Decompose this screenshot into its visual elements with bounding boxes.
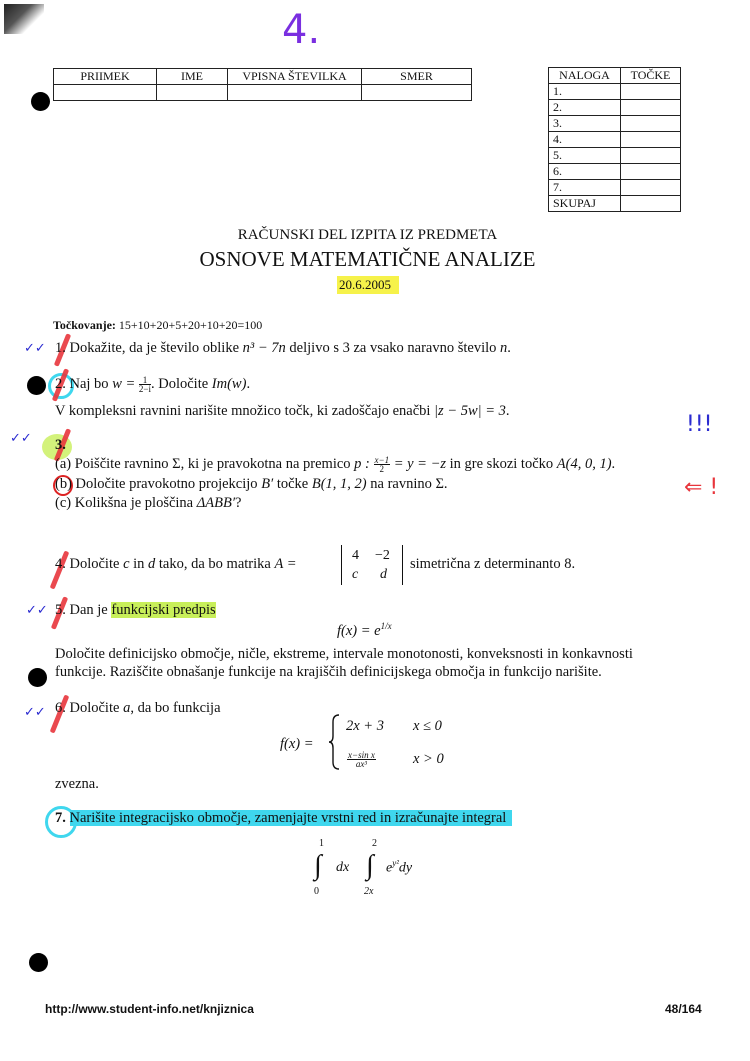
question-6-end: zvezna. — [55, 776, 99, 792]
header-naloga: NALOGA — [549, 68, 621, 84]
math: n — [500, 340, 508, 356]
question-number: 6. — [55, 700, 66, 716]
q-text: , da bo funkcija — [130, 700, 221, 716]
punch-hole — [27, 376, 46, 395]
math: e — [386, 860, 393, 876]
q-text: . — [507, 340, 511, 356]
score-cell[interactable] — [621, 180, 681, 196]
integrand — [386, 859, 412, 877]
formula-5 — [337, 622, 392, 640]
footer-url[interactable]: http://www.student-info.net/knjiznica — [45, 1002, 254, 1016]
footer-page: 48/164 — [665, 1002, 702, 1016]
ime-field[interactable] — [157, 85, 228, 101]
score-cell[interactable] — [621, 196, 681, 212]
header-priimek: PRIIMEK — [54, 69, 157, 85]
punch-hole — [29, 953, 48, 972]
handwritten-number: 4. — [282, 7, 321, 53]
check-mark-icon: ✓✓ — [24, 341, 46, 356]
punch-hole — [31, 92, 50, 111]
math: A = — [274, 556, 297, 572]
question-3-number: 3. — [55, 437, 66, 453]
row-label: 4. — [549, 132, 621, 148]
matrix-entry: −2 — [375, 548, 390, 563]
score-cell[interactable] — [621, 132, 681, 148]
question-5 — [55, 602, 216, 619]
question-7 — [55, 810, 512, 827]
header-smer: SMER — [362, 69, 472, 85]
check-mark-icon: ✓✓ — [26, 603, 48, 618]
math: d — [148, 556, 156, 572]
scan-corner-mark — [4, 4, 44, 34]
q-text: ? — [235, 495, 242, 511]
q-text: Dokažite, da je število oblike — [69, 340, 243, 356]
fraction — [374, 456, 391, 473]
punch-hole — [28, 668, 47, 687]
numerator: x−1 — [374, 455, 390, 466]
integral-sign: ∫ — [366, 850, 374, 881]
denominator: ax³ — [355, 759, 368, 769]
q-text: . Določite — [150, 376, 212, 392]
header-tocke: TOČKE — [621, 68, 681, 84]
question-6 — [55, 700, 221, 717]
q-text: Določite pravokotno projekcijo — [75, 476, 262, 492]
q-text: Dan je — [69, 602, 112, 618]
check-mark-icon: ✓✓ — [24, 705, 46, 720]
math: = y = −z — [393, 456, 447, 472]
integral — [310, 838, 450, 900]
math: |z − 5w| = 3 — [434, 403, 506, 419]
question-number: 1. — [55, 340, 66, 356]
header-vpisna: VPISNA ŠTEVILKA — [228, 69, 362, 85]
integral-sign: ∫ — [314, 850, 322, 881]
question-5-para1: Določite definicijsko območje, ničle, ekstreme, intervale monotonosti, konveksnosti in konkavnosti — [55, 646, 633, 662]
matrix — [341, 545, 403, 585]
math: dx — [336, 860, 350, 875]
question-1 — [55, 340, 511, 357]
q-text: . — [246, 376, 251, 392]
title-line2: OSNOVE MATEMATIČNE ANALIZE — [199, 247, 536, 271]
item-label: (a) — [55, 456, 72, 472]
math: c — [123, 556, 130, 572]
denominator: 2−i — [138, 384, 151, 395]
q-text: na ravnino Σ. — [366, 476, 448, 492]
question-5-para2: funkcije. Raziščite obnašanje funkcije na krajiščih definicijskega območja in funkcijo narišite. — [55, 664, 602, 680]
limit: 2 — [372, 838, 377, 849]
math: B(1, 1, 2) — [311, 476, 367, 492]
question-4-end: simetrična z determinanto 8. — [410, 556, 576, 572]
matrix-entry: c — [352, 567, 359, 582]
case2-cond: x > 0 — [413, 751, 444, 767]
highlighted-text: funkcijski predpis — [111, 602, 216, 618]
question-4 — [55, 556, 296, 573]
row-label: 6. — [549, 164, 621, 180]
row-label: 3. — [549, 116, 621, 132]
matrix-entry: d — [380, 567, 387, 582]
score-table — [548, 67, 681, 212]
case1-expr: 2x + 3 — [346, 718, 384, 734]
q-text: Določite — [69, 556, 124, 572]
row-label: SKUPAJ — [549, 196, 621, 212]
exclaim-annotation: !!! — [686, 412, 713, 437]
fraction — [139, 376, 151, 393]
q-text: . — [611, 456, 616, 472]
question-2-line2 — [55, 403, 510, 420]
limit: 1 — [319, 838, 324, 849]
matrix-entry: 4 — [352, 548, 359, 563]
item-label: (c) — [55, 495, 72, 511]
row-label: 7. — [549, 180, 621, 196]
exam-date: 20.6.2005 — [337, 276, 399, 294]
q-text: Poiščite ravnino Σ, ki je pravokotna na premico — [74, 456, 355, 472]
limit: 2x — [364, 886, 374, 897]
math: ΔABB′ — [196, 495, 236, 511]
math: Im(w) — [211, 376, 247, 392]
score-cell[interactable] — [621, 148, 681, 164]
student-info-table — [53, 68, 472, 101]
math: dy — [398, 860, 413, 876]
row-label: 5. — [549, 148, 621, 164]
case2-fraction — [347, 751, 376, 768]
scoring — [53, 318, 262, 333]
question-3c — [55, 495, 241, 512]
q-text: točke — [273, 476, 312, 492]
title-line1: RAČUNSKI DEL IZPITA IZ PREDMETA — [237, 227, 498, 243]
math: a — [123, 700, 131, 716]
case1-cond: x ≤ 0 — [413, 718, 442, 734]
item-label: (b) — [55, 476, 72, 492]
question-number: 7. — [55, 810, 66, 826]
question-number: 2. — [55, 376, 66, 392]
q-text: tako, da bo matrika — [155, 556, 275, 572]
score-cell[interactable] — [621, 84, 681, 100]
math: B′ — [261, 476, 274, 492]
score-cell[interactable] — [621, 116, 681, 132]
score-cell[interactable] — [621, 100, 681, 116]
q-text: deljivo s 3 za vsako naravno število — [285, 340, 501, 356]
question-2 — [55, 376, 250, 393]
scoring-label: Točkovanje: — [53, 318, 116, 332]
scoring-value: 15+10+20+5+20+10+20=100 — [118, 318, 263, 332]
exponent: y² — [392, 858, 399, 868]
numerator: 1 — [139, 376, 151, 385]
header-ime: IME — [157, 69, 228, 85]
math: n³ − 7n — [242, 340, 286, 356]
q-text: . — [505, 403, 510, 419]
question-number: 4. — [55, 556, 66, 572]
q-text: Naj bo — [69, 376, 113, 392]
numerator: x−sin x — [348, 750, 375, 760]
check-mark-icon: ✓✓ — [10, 431, 32, 446]
q-text: Določite — [69, 700, 124, 716]
question-3b — [55, 476, 448, 493]
limit: 0 — [314, 886, 319, 897]
q-text: in gre skozi točko — [446, 456, 557, 472]
smer-field[interactable] — [362, 85, 472, 101]
math: f(x) = e — [337, 622, 381, 639]
q-text: Kolikšna je ploščina — [74, 495, 197, 511]
highlighted-text: Narišite integracijsko območje, zamenjajte vrstni red in izračunajte integral — [70, 810, 513, 826]
row-label: 1. — [549, 84, 621, 100]
red-arrow-icon: ⇐ ! — [684, 475, 719, 500]
score-cell[interactable] — [621, 164, 681, 180]
math: A(4, 0, 1) — [556, 456, 612, 472]
row-label: 2. — [549, 100, 621, 116]
math: w = — [112, 376, 136, 392]
q-text: V kompleksni ravnini narišite množico točk, ki zadoščajo enačbi — [55, 403, 435, 419]
piecewise-lhs: f(x) = — [280, 736, 314, 752]
vpisna-field[interactable] — [228, 85, 362, 101]
denominator: 2 — [379, 464, 385, 475]
math: p : — [354, 456, 370, 472]
exponent: 1/x — [380, 621, 392, 631]
q-text: in — [129, 556, 149, 572]
priimek-field[interactable] — [54, 85, 157, 101]
brace — [328, 714, 340, 770]
question-number: 5. — [55, 602, 66, 618]
question-3a — [55, 456, 615, 473]
